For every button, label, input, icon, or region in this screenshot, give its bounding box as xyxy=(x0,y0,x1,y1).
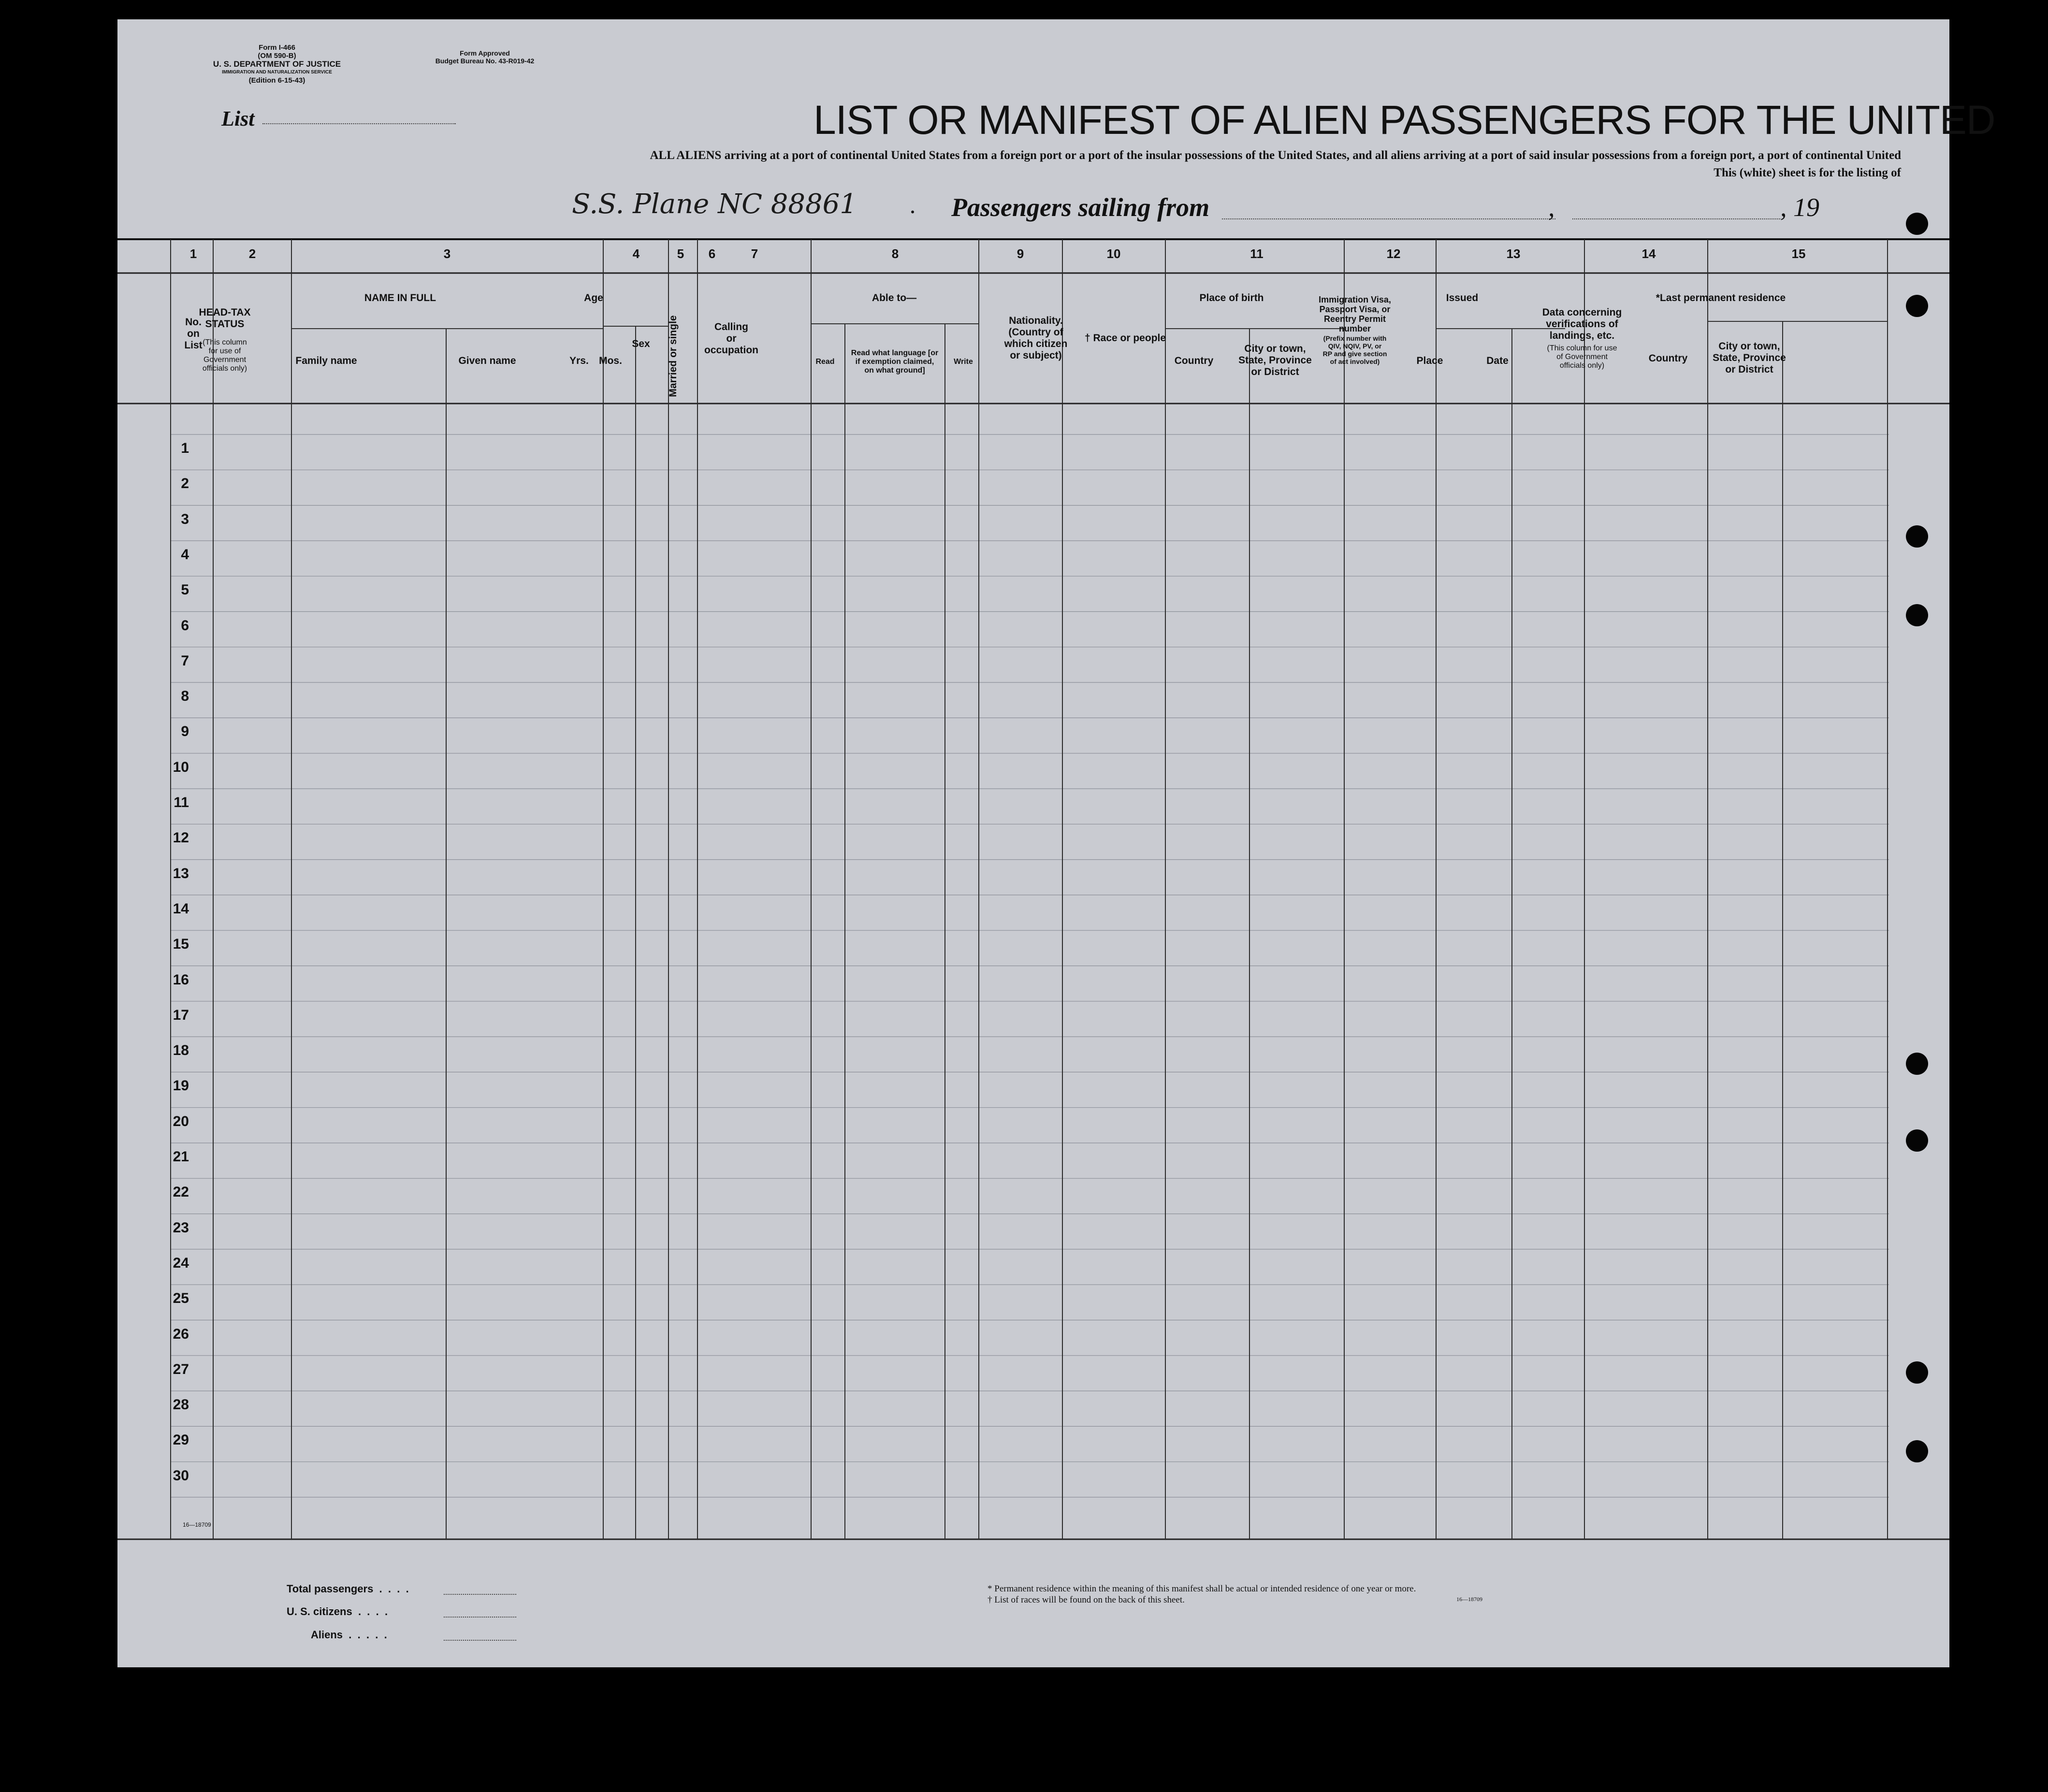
date-line xyxy=(1572,218,1780,219)
total-passengers-line xyxy=(444,1594,516,1595)
row-number-17: 17 xyxy=(173,1007,189,1023)
row-number-21: 21 xyxy=(173,1149,189,1165)
row-number-7: 7 xyxy=(181,652,189,669)
form-approval xyxy=(417,49,552,65)
year-prefix-value: 19 xyxy=(1793,193,1819,222)
note-permanent-residence: * Permanent residence within the meaning of this manifest shall be actual or intended residence of one year or more. xyxy=(988,1584,1416,1594)
header-family-name: Family name xyxy=(295,355,357,366)
row-number-23: 23 xyxy=(173,1219,189,1236)
punch-hole xyxy=(1906,1129,1928,1152)
row-number-20: 20 xyxy=(173,1113,189,1129)
column-number-14: 14 xyxy=(1641,246,1656,261)
column-number-4: 4 xyxy=(632,246,640,261)
punch-hole xyxy=(1906,1440,1928,1462)
aliens-text: Aliens xyxy=(311,1629,343,1641)
column-number-1: 1 xyxy=(189,246,197,261)
header-calling: Calling or occupation xyxy=(704,321,759,356)
row-number-18: 18 xyxy=(173,1042,189,1059)
form-number: Form I-466 xyxy=(259,43,295,52)
column-number-2: 2 xyxy=(248,246,256,261)
punch-hole xyxy=(1906,213,1928,235)
row-number-2: 2 xyxy=(181,476,189,492)
manifest-sheet xyxy=(117,19,1995,1667)
column-number-3: 3 xyxy=(443,246,451,261)
row-number-15: 15 xyxy=(173,936,189,953)
service: IMMIGRATION AND NATURALIZATION SERVICE xyxy=(222,70,332,75)
header-mos: Mos. xyxy=(599,355,622,366)
header-read: Read xyxy=(815,358,835,366)
header-issued: Issued xyxy=(1446,292,1479,303)
row-number-16: 16 xyxy=(173,971,189,988)
column-number-5: 5 xyxy=(677,246,684,261)
header-nationality: Nationality. (Country of which citizen or subject) xyxy=(1004,315,1068,361)
header-race: † Race or people xyxy=(1084,332,1166,344)
instructions-line2: This (white) sheet is for the listing of xyxy=(1714,166,1901,179)
column-number-7: 7 xyxy=(751,246,758,261)
punch-hole xyxy=(1906,525,1928,548)
row-number-19: 19 xyxy=(173,1078,189,1094)
note-races: † List of races will be found on the back of this sheet. xyxy=(988,1595,1185,1605)
aliens-line xyxy=(444,1640,516,1641)
column-number-6: 6 xyxy=(708,246,716,261)
row-number-22: 22 xyxy=(173,1184,189,1200)
header-last-residence: *Last permanent residence xyxy=(1656,292,1786,303)
header-yrs: Yrs. xyxy=(569,355,589,366)
header-data-note: (This column for use of Government officials only) xyxy=(1547,344,1617,370)
column-number-11: 11 xyxy=(1250,246,1264,261)
row-number-24: 24 xyxy=(173,1255,189,1271)
row-number-25: 25 xyxy=(173,1290,189,1307)
punch-hole xyxy=(1906,1053,1928,1075)
header-age: Age xyxy=(584,292,603,303)
total-passengers-text: Total passengers xyxy=(287,1583,374,1595)
us-citizens-text: U. S. citizens xyxy=(287,1605,352,1618)
header-visa: Immigration Visa, Passport Visa, or Reentry Permit number xyxy=(1319,295,1391,333)
row-number-3: 3 xyxy=(181,511,189,527)
punch-hole xyxy=(1906,1361,1928,1384)
column-number-9: 9 xyxy=(1017,246,1024,261)
row-number-28: 28 xyxy=(173,1397,189,1413)
column-number-8: 8 xyxy=(891,246,899,261)
header-place-of-birth: Place of birth xyxy=(1199,292,1264,303)
column-number-15: 15 xyxy=(1791,246,1806,261)
row-number-26: 26 xyxy=(173,1326,189,1342)
om-number: (OM 590-B) xyxy=(258,52,296,60)
header-issued-place: Place xyxy=(1416,355,1443,366)
instructions-line1: ALL ALIENS arriving at a port of continental United States from a foreign port or a port of the insular possessions of the United States, and all aliens arriving at a port of said insular possessions from a foreign port, a port of continental United xyxy=(650,149,1901,162)
row-number-9: 9 xyxy=(181,723,189,740)
row-number-30: 30 xyxy=(173,1467,189,1484)
list-line xyxy=(262,123,456,124)
column-number-12: 12 xyxy=(1386,246,1401,261)
print-code: 16—18709 xyxy=(183,1521,211,1528)
row-number-1: 1 xyxy=(181,440,189,456)
column-number-10: 10 xyxy=(1106,246,1121,261)
header-no-on-list: No. on List xyxy=(184,317,203,351)
header-married-single: Married or single xyxy=(668,315,679,397)
row-number-27: 27 xyxy=(173,1361,189,1377)
row-number-5: 5 xyxy=(181,582,189,598)
vessel-name-handwritten: S.S. Plane NC 88861 xyxy=(572,188,857,220)
manifest-title: LIST OR MANIFEST OF ALIEN PASSENGERS FOR THE UNITED xyxy=(813,97,1995,143)
header-head-tax: HEAD-TAX STATUS xyxy=(199,307,251,330)
header-given-name: Given name xyxy=(458,355,516,366)
department: U. S. DEPARTMENT OF JUSTICE xyxy=(213,59,341,69)
column-number-13: 13 xyxy=(1506,246,1521,261)
approval-line1: Form Approved xyxy=(460,49,510,57)
list-label: List xyxy=(221,107,255,130)
row-number-13: 13 xyxy=(173,865,189,882)
header-issued-date: Date xyxy=(1486,355,1509,366)
dot-separator: . xyxy=(910,191,916,218)
year-prefix: , 19 xyxy=(1780,193,1819,222)
header-birth-city: City or town, State, Province or District xyxy=(1238,343,1312,377)
header-head-tax-note: (This column for use of Government officials only) xyxy=(202,338,247,373)
punch-hole xyxy=(1906,604,1928,626)
sailing-from-line xyxy=(1222,218,1555,219)
comma: , xyxy=(1548,193,1555,222)
us-citizens-label: U. S. citizens . . . . xyxy=(287,1605,388,1618)
approval-line2: Budget Bureau No. 43-R019-42 xyxy=(435,57,535,65)
row-number-6: 6 xyxy=(181,617,189,634)
punch-hole xyxy=(1906,295,1928,317)
header-birth-country: Country xyxy=(1174,355,1214,366)
total-passengers-label: Total passengers . . . . xyxy=(287,1583,409,1595)
header-res-city: City or town, State, Province or District xyxy=(1713,341,1786,375)
header-data-concerning: Data concerning verifications of landings, etc. xyxy=(1542,307,1622,341)
sailing-from-label: Passengers sailing from xyxy=(951,193,1210,222)
edition: (Edition 6-15-43) xyxy=(248,76,305,85)
aliens-label: Aliens . . . . . xyxy=(311,1629,387,1641)
header-res-country: Country xyxy=(1648,353,1688,364)
header-read-what: Read what language [or if exemption claimed, on what ground] xyxy=(851,349,939,375)
header-write: Write xyxy=(954,358,973,366)
note-code: 16—18709 xyxy=(1456,1596,1482,1603)
manifest-grid xyxy=(117,237,1949,1556)
row-number-10: 10 xyxy=(173,759,189,775)
row-number-8: 8 xyxy=(181,688,189,705)
row-number-29: 29 xyxy=(173,1432,189,1448)
form-block xyxy=(209,43,345,85)
row-number-14: 14 xyxy=(173,900,189,917)
row-number-11: 11 xyxy=(174,795,189,810)
header-able-to: Able to— xyxy=(871,292,917,303)
row-number-4: 4 xyxy=(181,546,189,563)
header-sex: Sex xyxy=(632,338,650,349)
us-citizens-line xyxy=(444,1617,516,1618)
header-visa-note: (Prefix number with QIV, NQIV, PV, or RP and give section of act involved) xyxy=(1322,334,1387,365)
header-name-in-full: NAME IN FULL xyxy=(364,292,436,303)
row-number-12: 12 xyxy=(173,830,189,846)
